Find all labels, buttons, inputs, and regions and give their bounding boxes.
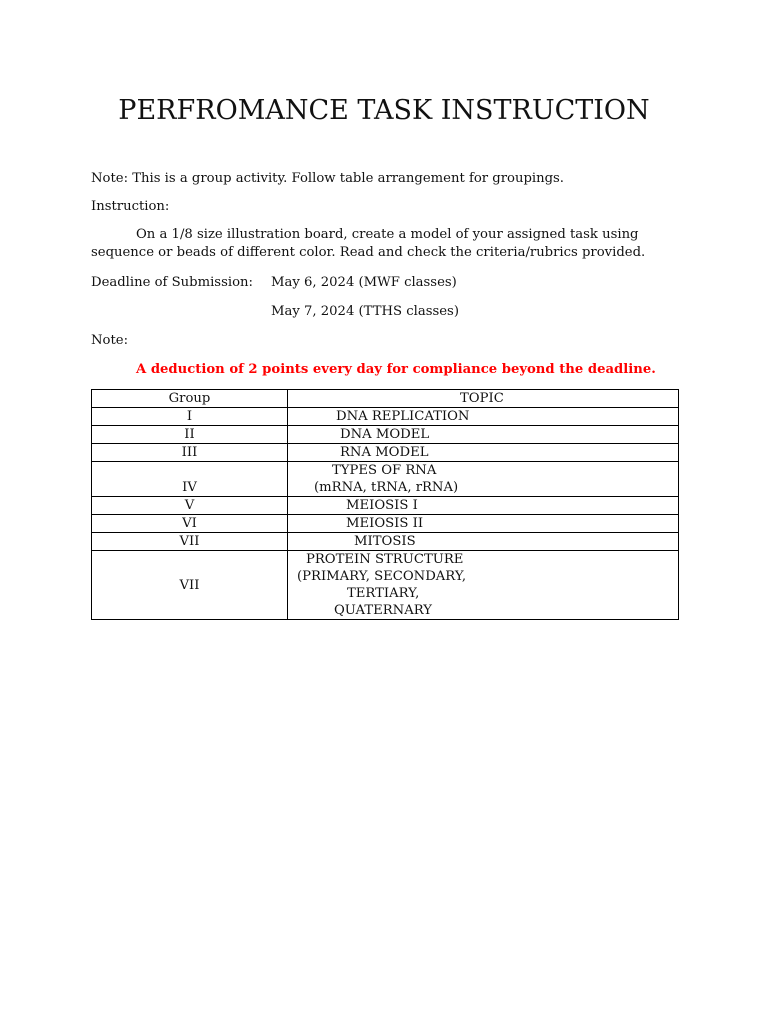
table-row [92,551,679,620]
topic-cell [288,444,679,462]
header-topic-text: TOPIC [460,391,504,406]
header-topic [288,390,679,408]
topic-cell [288,462,679,497]
table-header-row [92,390,679,408]
group-cell: II [92,426,288,444]
topic-text: TYPES OF RNA [332,463,437,478]
instruction-paragraph: On a 1/8 size illustration board, create a model of your assigned task using sequence or beads of different color. Read and check the criteria/rubrics provided. [91,227,646,260]
deadline-label: Deadline of Submission: [91,275,253,290]
topic-text: MEIOSIS II [346,516,424,531]
table-row [92,533,679,551]
topic-text: MITOSIS [354,534,416,549]
topic-text: RNA MODEL [340,445,429,460]
topic-text: QUATERNARY [334,603,432,618]
page-title: PERFROMANCE TASK INSTRUCTION [118,95,650,126]
topic-text: (PRIMARY, SECONDARY, [297,569,467,584]
group-cell: VII [92,551,288,620]
topic-cell [288,551,679,620]
group-cell: I [92,408,288,426]
topic-text: DNA REPLICATION [336,409,470,424]
table-row [92,497,679,515]
topic-text: (mRNA, tRNA, rRNA) [314,480,459,495]
topic-cell [288,426,679,444]
table-row [92,426,679,444]
table-row [92,462,679,497]
topic-text: PROTEIN STRUCTURE [306,552,464,567]
topic-text: DNA MODEL [340,427,430,442]
instruction-label: Instruction: [91,199,170,214]
group-cell: VI [92,515,288,533]
group-cell: III [92,444,288,462]
group-activity-note: Note: This is a group activity. Follow table arrangement for groupings. [91,171,564,186]
deduction-warning: A deduction of 2 points every day for compliance beyond the deadline. [136,362,656,377]
group-cell: V [92,497,288,515]
header-group: Group [92,390,288,408]
table-row [92,444,679,462]
topic-cell [288,533,679,551]
table-row [92,408,679,426]
group-topic-table [91,389,679,620]
group-cell: IV [92,462,288,497]
topic-text: MEIOSIS I [346,498,418,513]
topic-cell [288,497,679,515]
deadline-tths: May 7, 2024 (TTHS classes) [271,304,459,319]
topic-cell [288,408,679,426]
topic-cell [288,515,679,533]
deadline-mwf: May 6, 2024 (MWF classes) [271,275,457,290]
topic-text: TERTIARY, [347,586,420,601]
group-cell: VII [92,533,288,551]
table-row [92,515,679,533]
note-label: Note: [91,333,129,348]
